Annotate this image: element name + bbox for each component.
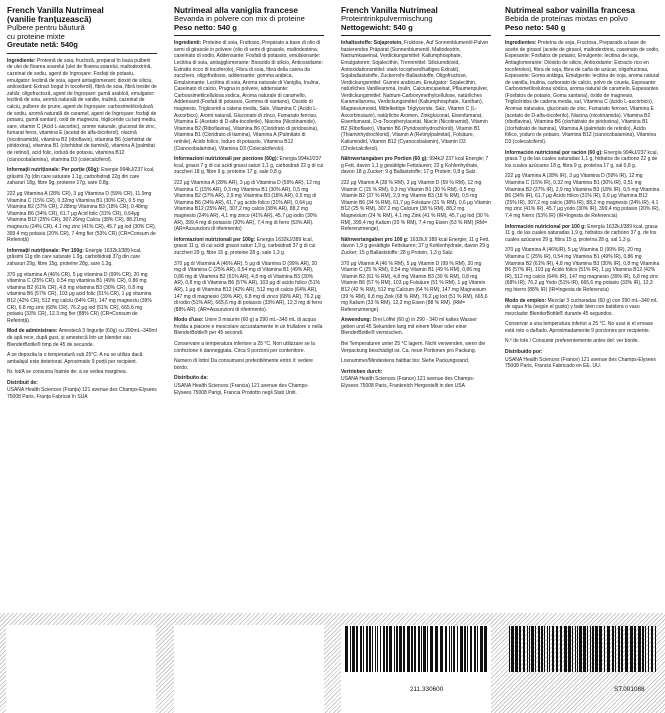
label-paragraph bbox=[174, 358, 324, 371]
label-paragraph bbox=[7, 167, 157, 187]
barcode-right bbox=[509, 626, 659, 672]
label-paragraph bbox=[341, 261, 491, 314]
section-label: Distribuito da: bbox=[174, 375, 208, 382]
section-text: Conservare a temperatura inferiore a 25 °C. Non utilizzare se la confezione è danneggiata. Circa 9 porzioni per contenitore. bbox=[174, 341, 315, 354]
section-text: 222 μg Vitamina A (28% CR), 3 μg Vitamina D (59% CR), 11.9mg Vitamina C (15% CR), 0.32mg Vitamina B1 (30% CR), 0.5 mg Vitamina B2 (37% CR), 2.88mg Vitamina B3 (18% CR), 0.48mg Vitamina B6 (34% CR), 61.7 μg Acid folic (31% CR), 0.64μg Vitamina B12 (25% CR), 307.26mg Calciu (38% CR), 88.21mg magneziu (24% CR), 4.1 mg zinc (41% CR), 45.7 μg iod (30% CR), 399.4 mg potasiu (20% CR), 7.4mg fier (53% CR) (CR=Consum de Referință) bbox=[7, 191, 157, 244]
label-paragraph bbox=[7, 387, 157, 400]
section-text: Bei Temperaturen unter 25 °C lagern. Nicht verwenden, wenn die Verpackung beschädigt ist. Ca. neun Portionen pro Packung. bbox=[341, 341, 486, 354]
label-paragraph bbox=[341, 237, 491, 257]
section-label: Inhaltsstoffe: Sojaprotein, bbox=[341, 40, 403, 47]
section-label: Informazioni nutrizionali per porzione (60g): bbox=[174, 156, 279, 163]
section-text: Energia 1632kJ/389 kcal, grassi 11 g, di cui acidi grassi saturi 1,9 g, carboidrati 37 g di cui zuccheri 29 g, fibre 15 g, proteine 28 g, sale 1,3 g. bbox=[174, 236, 316, 256]
section-label: Informații nutriționale: Per 100g: bbox=[7, 247, 84, 254]
label-column-spanish bbox=[505, 6, 660, 606]
section-text: 222 μg Vitamina A (28% AR), 3 μg di Vitamina D (59% AR), 12 mg Vitamina C (15% AR), 0,3 mg Vitamina B1 (30% AR), 0,5 mg Vitamina B2 (37% AR), 2,9 mg Vitamina B3 (18% AR), 0,5 mg di Vitamina B6 (34% AR), 61,7 μg acido folico (31% AR), 0,64 μg Vitamina B12 (25% AR), 307,2 mg calcio (38% AR), 88,2 mg magnesio (24% AR), 4,1 mg zinco (41% AR), 45,7 μg iodio (30% AR), 399,4 mg di potassio (20% AR), 7,4 mg di ferro (53% AR). (AR=Assunzioni di riferimento) bbox=[174, 180, 321, 233]
product-subtitle: Bevanda in polvere con mix di proteine bbox=[174, 14, 305, 24]
section-text: Proteină de soia, fructoză, preparat în baza pulberii de ulei de floarea soarelui (ulei de floarea soarelui, maltodextrină, cazeinat de sodiu, agent de îngroșare: Fosfați de potasiu, emulgator: lecitină de soia, agent antiaglomerant: dioxid de siliciu, antioxidant: Extract bogat în tocoferoli), fibră de soia, fibră trestie de zahăr, oligofructoză, agent de îngroșare: gumă arabică, emulgator: lecitină de soia, aromă naturală de vanilie, inulină, cazeinat de calciu, pulbere de prune, agent de îngroșare: carboximetilceluloză de sodiu, aromă naturală de caramel, agent de îngroșare: fosfați de potasiu, gumă xantan), oxid de magneziu, trigliceride cu lanț mediu, sare, vitamin C (Acid L-ascorbic), arome naturale, gluconat de zinc, fumarat feros, vitamina E (acetat de alfa-tocoferol), niacină (nicotinamidă), vitamina B2 (riboflavin), vitamina B6 (clorhidrat de piridoxina), vitamina B1 (clorhidrat de tiamină), vitamina A (palmitat de retinol), acid folic, iodură de potasiu, vitamina B12 (cianocobalamina), vitamina D3 (colecalciferol). bbox=[7, 57, 157, 163]
product-subtitle: Bebida de proteínas mixtas en polvo bbox=[505, 14, 628, 24]
label-paragraph bbox=[505, 40, 660, 146]
section-text: Energía 1632kJ/389 kcal, grasa 11 g, de las cuales saturadas 1,9 g, hidratos de carbono 37 g, de los cuales azúcares 29 g, fibra 15 g, proteína 28 g, sal 1,3 g. bbox=[505, 223, 658, 243]
product-subtitle: cu proteine mixte bbox=[7, 31, 65, 41]
label-paragraph bbox=[174, 375, 324, 382]
section-text: Proteine di soia, Fruttosio, Preparato a base di olio di semi di girasole in polvere (olio di semi di girasole, maltodestrina, caseinato di sodio, Addensante: Fosfati di potassio, emulsionante: Lecitina di soia, antiagglomerante: Biossido di silicio, Antiossidante: Estratto ricco di tocoferolo), Fibra di soia, fibra della canna da zucchero, oligofruttosio, addensante: gomma arabica, Emulsionante: Lecitina di soia, Aroma naturale di Vaniglia, Inulina, Caseinato di calcio, Prugna in polvere, addensante: Carbossimetilcellulosa sodica, Aroma naturale di caramello, Addensanti (Fosfati di potassio, Gomma di xantano), Ossido di magnesio, Trigliceridi a catena media, Sale, Vitamina C (Acido L-Ascorbico), Aromi naturali, Gluconato di zinco, Fumarato ferroso, Vitamina E (Acetato di D-alfa-tocoferile), Niacina (Nicotinamide), Vitamina B2 (Riboflavina), Vitamina B6 (Cloridrato di piridossina), Vitamina B1 (Cloridrato di tiamina), Vitamina A (Palmitato di retinile), Acido folico, Ioduro di potassio, Vitamina B12 (Cianocobalamina), Vitamina D3 (Colecalciferolo). bbox=[174, 40, 323, 152]
product-title: French Vanilla Nutrimeal bbox=[341, 6, 438, 15]
label-paragraph bbox=[7, 58, 157, 164]
label-paragraph bbox=[7, 380, 157, 387]
spec-code: ST.001088 bbox=[614, 686, 645, 693]
label-paragraph bbox=[174, 156, 324, 176]
label-paragraph bbox=[7, 272, 157, 325]
section-text: Losnummer/Mindestens haltbar bis: Siehe Packungsrand. bbox=[341, 358, 470, 365]
section-text: Proteína de soja, Fructosa, Preparado a base de aceite de girasol (aceite de girasol, maltodextrina, caseinato de sodio, Espesante: Fosfatos de potasio, Emulgente: lecitina de soja, Antiaglomerante: Dióxido de silicio, Antioxidante: Extracto rico en tocoferoles), fibra de soja, fibra de caña de azúcar, oligofructosa, Espesante: Goma arábiga, Emulgente: lecitina de soja, aroma natural de vainilla, Inulina, carbonato de calcio, polvo de ciruela, Espesante: Carboximetilcelulosa sódica, aroma natural de caramelo, Espesantes (Fosfatos de potasio, Goma xantana), óxido de magnesio, Triglicéridos de cadena media, sal, Vitamina C (ácido L-ascórbico), Aromas naturales, gluconato de zinc, Fumarato ferroso, Vitamina E (acetato de D-alfa-tocoferilo), Niacina (nicotinamida), Vitamina B2 (riboflavina), Vitamina B6 (clorhidrato de piridoxina), Vitamina B1 (clorhidrato de tiamina), Vitamina A (palmitato de retinilo), Ácido fólico, yoduro de potasio, Vitamina B12 (cianocobalamina), Vitamina D3 (colecalciferol). bbox=[505, 40, 660, 146]
section-text: USANA Health Sciences (France) 121 avenue des Champs-Elysees 75008 Paris, Frankreich Hergestellt in den USA bbox=[341, 376, 475, 390]
label-paragraph bbox=[174, 341, 324, 354]
label-paragraph bbox=[341, 376, 491, 389]
section-text: Conservar a una temperatura inferior a 25 °C. No usar si el envase está roto o dañado. Aproximadamente 9 porciones por recipiente. bbox=[505, 321, 654, 334]
section-label: Nährwertangaben pro Portion (60 g): bbox=[341, 156, 428, 163]
label-paragraph bbox=[505, 338, 660, 345]
section-text: Energía 994kJ/237 kcal, grasa 7 g de las cuales saturadas 1,1 g, hidratos de carbono 22 g de los cuales azúcares 18 g, fibra 9 g, proteína 17 g, sal 0,8 g. bbox=[505, 149, 658, 169]
section-label: Distribuit de: bbox=[7, 379, 38, 386]
section-label: Modo d'uso: bbox=[174, 317, 204, 324]
label-paragraph bbox=[341, 156, 491, 176]
label-paragraph bbox=[174, 40, 324, 152]
section-text: A se depozita la o temperatură sub 25°C. A nu se utiliza dacă ambalajul este deteriorat. Aproximativ 9 porții per recipient. bbox=[7, 352, 143, 365]
section-text: Energie 1632kJ/389 kcal, grăsimi 11g din care saturate 1.9g, carbohidrați 37g din care zaharuri 29g, fibre 15g, proteine 28g, sare 1.3g. bbox=[7, 247, 142, 267]
section-label: Información nutricional por 100 g: bbox=[505, 223, 586, 230]
section-text: Fruktose, Auf Sonnenblumenöl-Pulver basierendes Präparat (Sonnenblumenöl, Maltodextrin, Natriumkaseinat, Verdickungsmittel: Kaliumphosphate, Emulgatoren: Sojalecithin, Trennmittel: Siliciumdioxid, Antioxidationsmittel: stark tocopherolhaltiges Extrakt), Sojaballaststoffe, Zuckerrohr-Ballaststoffe, Oligofructose, Verdickungsmittel: Gummi arabicum, Emulgator: Sojalecithin, natürliches Vanillearoma, Inulin, Calciumcaseinat, Pflaumenpulver, Verdickungsmittel: Natrium-Carboxymethylcellulose, natürliches Karamellaroma, Verdickungsmittel (Kaliumphosphate, Xanthan), Magnesiumoxid, Mittelkettige Triglyceride, Salz, Vitamin C (L-Ascorbinsäure), natürliche Aromen, Zinkgluconat, Eisenfumarat, Eisenfumarat, D-α-Tocopherylacetat, Niacin (Nicotinamid), Vitamin B2 (Riboflavin), Vitamin B6 (Pyridoxinhydrochlorid), Vitamin B1 (Thiaminhydrochlorid), Vitamin A (Retinylpalmitat), Folsäure, Kaliumiodid, Vitamin B12 (Cyanocobalamin), Vitamin D3 (Cholecalciferol). bbox=[341, 40, 489, 152]
label-paragraph bbox=[505, 247, 660, 293]
section-label: Modo de empleo: bbox=[505, 297, 547, 304]
label-column-german bbox=[341, 6, 491, 606]
section-text: USANA Health Sciences (Franța) 121 avenue des Champs-Elysees 75008 Paris, Franța Fabricat în SUA bbox=[7, 387, 157, 401]
label-paragraph bbox=[505, 349, 660, 356]
label-paragraph bbox=[341, 341, 491, 354]
section-text: 222 μg Vitamina A (28% IR), 3 μg Vitamina D (59% IR), 12 mg Vitamina C (15% IR), 0,32 mg Vitamina B1 (30% IR), 0,51 mg Vitamina B2 (37% IR), 2,9 mg Vitamina B3 (18% IR), 0,5 mg Vitamina B6 (34% IR), 61,7 μg Ácido fólico (31% IR), 0,6 μg Vitamina B12 (25% IR), 307,2 mg calcio (38% IR), 88,2 mg magnesio (24% IR), 4,1 mg zinc (41% IR), 45,7 μg yodo (30% IR), 399,4 mg potasio (20% IR), 7,4 mg hierro (53% IR) (IR=Ingesta de Referencia) bbox=[505, 173, 660, 219]
section-label: Ingredientes: bbox=[505, 40, 537, 47]
label-paragraph bbox=[341, 180, 491, 233]
section-text: 994kJ/ 237 kcal Energie; 7 g Fett, davon 1,1 g gesättigte Fettsäuren; 22 g Kohlenhydrate, davon 18 g Zucker; 9 g Ballaststoffe; 17 g Protein; 0,8 g Salz. bbox=[341, 156, 489, 176]
section-text: USANA Health Sciences (Francia) 121 avenue des Champs-Elysees 75008 Parigi, Francia Prodotto negli Stati Uniti. bbox=[174, 383, 309, 396]
section-label: Información nutricional por ración (60 g): bbox=[505, 149, 603, 156]
section-text: Numero di lotto/ Da consumarsi preferibilmente entro il: vedere bordo. bbox=[174, 358, 313, 371]
net-weight: Nettogewicht: 540 g bbox=[341, 22, 413, 32]
label-paragraph bbox=[505, 173, 660, 219]
label-paragraph bbox=[174, 261, 324, 314]
product-title: French Vanilla Nutrimeal bbox=[7, 6, 104, 15]
section-text: Amestecă 3 linguriţe (60g) cu 290mL–340ml de apă rece, după gust, și amestecă într-un blender sau BlenderBottle® timp de 45 de secunde. bbox=[7, 328, 157, 348]
net-weight: Greutate netă: 540g bbox=[7, 40, 78, 50]
label-paragraph bbox=[505, 150, 660, 170]
label-paragraph bbox=[7, 191, 157, 244]
label-paragraph bbox=[505, 298, 660, 318]
section-text: N.º de lote / Consumir preferentemente antes del: ver borde. bbox=[505, 338, 639, 345]
barcode-left bbox=[345, 626, 491, 672]
section-label: Nährwertangaben pro 100 g: bbox=[341, 236, 409, 243]
divider bbox=[505, 35, 660, 36]
section-text: 222 μg Vitamin A (28 % RM), 3 μg Vitamin D (59 % RM), 12 mg Vitamin C (15 % RM), 0,3 mg Vitamin B1 (30 % RM), 0,5 mg Vitamin B2 (37 % RM), 2,9 mg Vitamin B3 (18 % RM), 0,5 mg Vitamin B6 (34 % RM), 61,7 μg Folsäure (31 % RM), 0,6 μg Vitamin B12 (25 % RM), 307,2 mg Calcium (38 % RM), 88,2 mg Magnesium (24 % RM), 4,1 mg Zink (41 % RM), 45,7 μg Iod (30 % RM), 399,4 mg Kalium (20 % RM), 7,4 mg Eisen (53 % RM) (RM= Referenzmenge). bbox=[341, 180, 491, 233]
section-text: 370 μg vitamina A (46% CR), 5 μg vitamina D (99% CR), 20 mg vitamina C (25% CR), 0.54 mg vitamina B1 (49% CR), 0.86 mg vitamina B2 (61% CR), 4.8 mg vitamina B3 (30% CR), 0.8 mg vitamina B6 (57% CR), 103 μg acid folic (51% CR), 1 μg vitamina B12 (42% CR), 512 mg calciu (64% CR), 147 mg magneziu (39% CR), 6.8 mg zinc (68% CR), 76.2 μg iod (51% CR), 665.6 mg potasiu (33% CR), 12.3 mg fier (88% CR) (CR=Consum de Referință). bbox=[7, 271, 152, 324]
label-paragraph bbox=[174, 383, 324, 396]
label-paragraph bbox=[341, 40, 491, 152]
section-label: Ingredienti: bbox=[174, 40, 202, 47]
label-paragraph bbox=[174, 317, 324, 337]
divider bbox=[341, 35, 491, 36]
net-weight: Peso neto: 540 g bbox=[505, 22, 566, 32]
section-text: 370 μg di Vitamina A (46% AR), 5 μg di Vitamina D (99% AR), 20 mg di Vitamina C (25% AR), 0,54 mg di Vitamina B1 (49% AR), 0,86 mg di Vitamina B2 (61% AR), 4,8 mg di Vitamina B3 (30% AR), 0,8 mg di Vitamina B6 (57% AR), 103 μg di acido folico (51% AR), 1 μg di Vitamina B12 (42% AR), 512 mg di calcio (64% AR), 147 mg di magnesio (39% AR), 6,8 mg di zinco (68% AR), 76,2 μg di iodio (51% AR), 665,6 mg di potassio (33% AR), 12,3 mg di ferro (88% AR). (AR=Assunzioni di riferimento). bbox=[174, 260, 323, 313]
section-label: Distribuido por: bbox=[505, 349, 543, 356]
label-paragraph bbox=[7, 369, 157, 376]
label-paragraph bbox=[505, 321, 660, 334]
blank-panel bbox=[174, 625, 324, 713]
label-paragraph bbox=[505, 357, 660, 370]
section-label: Mod de administrare: bbox=[7, 328, 58, 335]
section-text: Unire 3 misurini (60 g) a 290 mL–340 mL di acqua fredda a piacere e mescolare accuratamente in un frullatore o nella BlenderBottle® per 45 secondi. bbox=[174, 317, 323, 337]
label-paragraph bbox=[505, 224, 660, 244]
section-label: Vertrieben durch: bbox=[341, 368, 383, 375]
product-subtitle: Pulbere pentru băutură bbox=[7, 23, 85, 33]
section-label: Informazioni nutrizionali per 100g: bbox=[174, 236, 256, 243]
divider bbox=[7, 53, 157, 54]
net-weight: Peso netto: 540 g bbox=[174, 22, 237, 32]
section-label: Anwendung: bbox=[341, 317, 372, 324]
section-text: 370 μg Vitamina A (46%IR), 5 μg Vitamina D (99% IR), 20 mg Vitamina C (25% IR), 0,54 mg Vitamina B1 (49% IR), 0,86 mg Vitamina B2 (61% IR), 4,8 mg Vitamina B3 (30% IR), 0,8 mg Vitamina B6 (57% IR), 103 μg Ácido fólico (51% IR), 1 μg Vitamina B12 (42% IR), 512 mg calcio (64% IR), 147 mg magnesio (39% IR), 6,8 mg zinc (68% IR), 76,2 μg Yodo (51% IR), 665,6 mg potasio (33% IR), 12,3 mg hierro (88% IR) (IR=Ingesta de Referencia) bbox=[505, 247, 660, 293]
label-column-romanian bbox=[7, 6, 157, 606]
section-text: Energie 994kJ/237 kcal, grăsimi 7g (din care saturate 1.1g, carbohidrați 22g din care zaharuri 18g, fibre 9g, proteine 17g, sare 0.8g. bbox=[7, 167, 155, 187]
section-label: Informații nutriționale: Per porție (60g): bbox=[7, 167, 100, 174]
product-title: Nutrimeal sabor vainilla francesa bbox=[505, 6, 636, 15]
label-paragraph bbox=[174, 237, 324, 257]
label-paragraph bbox=[7, 248, 157, 268]
label-paragraph bbox=[341, 369, 491, 376]
label-paragraph bbox=[341, 317, 491, 337]
section-text: Energia 994kJ/237 kcal, grassi 7 g di cui acidi grassi saturi 1,1 g, carboidrati 22 g di cui zuccheri 18 g, fibre 9 g, proteine 17 g, sale 0,8 g. bbox=[174, 156, 324, 176]
product-title: (vanilie franțuzească) bbox=[7, 14, 92, 25]
product-title: Nutrimeal alla vaniglia francese bbox=[174, 6, 299, 15]
label-paragraph bbox=[341, 358, 491, 365]
label-paragraph bbox=[7, 352, 157, 365]
section-text: Nr. lot/A se consuma înainte de: a se vedea marginea. bbox=[7, 369, 128, 376]
label-paragraph bbox=[7, 328, 157, 348]
section-text: Drei Löffel (60 g) in 290 - 340 ml kaltes Wasser geben und 45 Sekunden lang mit einem Mixer oder einer BlenderBottle® vermischen. bbox=[341, 317, 477, 337]
product-code: 211.330600 bbox=[410, 686, 444, 693]
section-text: 1632kJ/ 389 kcal Energie; 11 g Fett, davon 1,9 g gesättigte Fettsäuren; 37 g Kohlenhydrate, davon 29 g Zucker; 15 g Ballaststoffe; 28 g Protein, 1,3 g Salz. bbox=[341, 236, 490, 256]
section-label: Ingrediente: bbox=[7, 57, 36, 64]
divider bbox=[174, 35, 324, 36]
product-subtitle: Proteintrinkpulvermischung bbox=[341, 14, 433, 24]
section-text: 370 μg Vitamin A (46 % RM), 5 μg Vitamin D (99 % RM), 20 mg Vitamin C (25 % RM), 0,54 mg Vitamin B1 (49 % RM), 0,86 mg Vitamin B2 (61 % RM), 4,8 mg Vitamin B3 (30 % RM), 0,8 mg Vitamin B6 (57 % RM), 103 μg Folsäure (51 % RM), 1 μg Vitamin B12 (42 % RM), 512 mg Calcium (64 % RM), 147 mg Magnesium (39 % RM), 6,8 mg Zink (68 % RM), 76,2 μg Iod (51 % RM), 665,6 mg Kalium (33 % RM), 12,3 mg Eisen (88 % RM). (RM= Referenzmenge). bbox=[341, 260, 488, 313]
section-text: Mezclar 3 cucharadas (60 g) con 290 mL–340 mL de agua fría (según el gusto) y batir bien con batidora o vaso mezclador BlenderBottle® durante 45 segundos. bbox=[505, 297, 658, 317]
blank-panel bbox=[6, 625, 156, 713]
label-paragraph bbox=[174, 180, 324, 233]
label-column-italian bbox=[174, 6, 324, 606]
section-text: USANA Health Sciences (France) 121 avenue des Champs-Elysees 75008 Paris, Francia Fabricado en EE. UU. bbox=[505, 356, 656, 370]
